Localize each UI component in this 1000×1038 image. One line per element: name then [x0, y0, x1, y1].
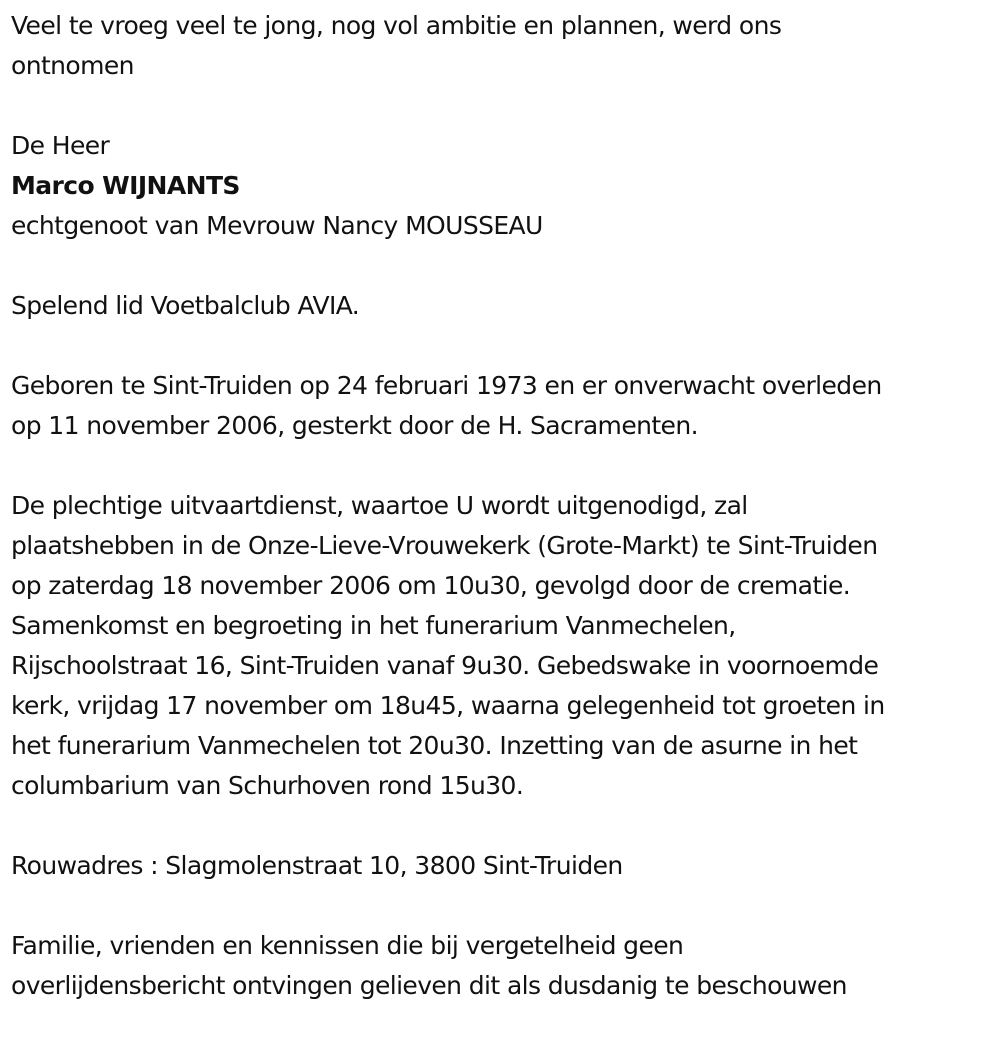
birth-death-paragraph	[11, 366, 996, 446]
funeral-line: kerk, vrijdag 17 november om 18u45, waarna gelegenheid tot groeten in	[11, 691, 885, 720]
deceased-name: Marco WIJNANTS	[11, 171, 240, 200]
birth-death-line: op 11 november 2006, gesterkt door de H. Sacramenten.	[11, 411, 698, 440]
funeral-line: plaatshebben in de Onze-Lieve-Vrouwekerk (Grote-Markt) te Sint-Truiden	[11, 531, 878, 560]
funeral-line: Rijschoolstraat 16, Sint-Truiden vanaf 9u30. Gebedswake in voornoemde	[11, 651, 879, 680]
spacer	[11, 246, 996, 286]
closing-line: overlijdensbericht ontvingen gelieven dit als dusdanig te beschouwen	[11, 971, 847, 1000]
closing-line: Familie, vrienden en kennissen die bij vergetelheid geen	[11, 931, 684, 960]
spacer	[11, 806, 996, 846]
funeral-line: het funerarium Vanmechelen tot 20u30. Inzetting van de asurne in het	[11, 731, 858, 760]
spouse-line: echtgenoot van Mevrouw Nancy MOUSSEAU	[11, 211, 543, 240]
club-line: Spelend lid Voetbalclub AVIA.	[11, 291, 360, 320]
funeral-line: columbarium van Schurhoven rond 15u30.	[11, 771, 524, 800]
intro-line: Veel te vroeg veel te jong, nog vol ambitie en plannen, werd ons	[11, 11, 782, 40]
intro-line: ontnomen	[11, 51, 134, 80]
spacer	[11, 446, 996, 486]
funeral-line: Samenkomst en begroeting in het funerarium Vanmechelen,	[11, 611, 736, 640]
funeral-line: op zaterdag 18 november 2006 om 10u30, gevolgd door de crematie.	[11, 571, 851, 600]
spacer	[11, 886, 996, 926]
intro-paragraph	[11, 6, 996, 86]
closing-paragraph	[11, 926, 996, 1006]
funeral-paragraph	[11, 486, 996, 806]
spacer	[11, 86, 996, 126]
mourning-address: Rouwadres : Slagmolenstraat 10, 3800 Sint-Truiden	[11, 851, 623, 880]
honorific-title: De Heer	[11, 131, 110, 160]
spacer	[11, 326, 996, 366]
birth-death-line: Geboren te Sint-Truiden op 24 februari 1973 en er onverwacht overleden	[11, 371, 882, 400]
funeral-line: De plechtige uitvaartdienst, waartoe U wordt uitgenodigd, zal	[11, 491, 748, 520]
